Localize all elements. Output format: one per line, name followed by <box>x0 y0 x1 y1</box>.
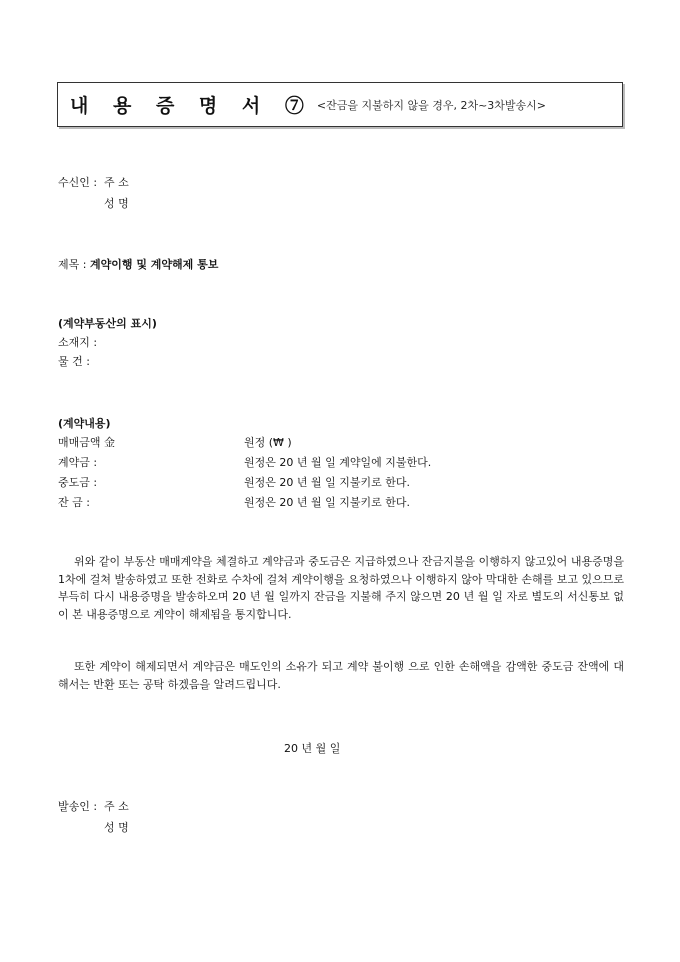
body-paragraph-2: 또한 계약이 해제되면서 계약금은 매도인의 소유가 되고 계약 불이행 으로 인한 손해액을 감액한 중도금 잔액에 대해서는 반환 또는 공탁 하겠음을 알려드립니다. <box>58 660 624 691</box>
property-location-label: 소재지 : <box>58 336 98 349</box>
sender-name-label: 성 명 <box>104 821 129 834</box>
contract-row-text: 원정은 20 년 월 일 지불키로 한다. <box>244 496 410 509</box>
subject-label: 제목 : <box>58 258 87 271</box>
contract-heading: (계약내용) <box>58 417 111 430</box>
title-box <box>57 82 623 127</box>
recipient-label: 수신인 : <box>58 176 98 189</box>
sender-address-label: 주 소 <box>104 800 129 813</box>
property-object-label: 물 건 : <box>58 355 90 368</box>
contract-row-label: 매매금액 金 <box>58 436 116 449</box>
contract-row-text: 원정은 20 년 월 일 계약일에 지불한다. <box>244 456 432 469</box>
subject-text: 계약이행 및 계약해제 통보 <box>90 258 219 271</box>
property-heading: (계약부동산의 표시) <box>58 317 157 330</box>
contract-row-label: 잔 금 : <box>58 496 90 509</box>
body-paragraph-1: 위와 같이 부동산 매매계약을 체결하고 계약금과 중도금은 지급하였으나 잔금지불을 이행하지 않고있어 내용증명을 1차에 걸쳐 발송하였고 또한 전화로 수차에 걸쳐 계약이행을 요청하였으나 이행하지 않아 막대한 손해를 보고 있으므로 부득히 다시 내용증명을 발송하오며 20 년 월 일까지 잔금을 지불해 주지 않으면 20 년 월 일 자로 별도의 서신통보 없이 본 내용증명으로 계약이 해제됨을 통지합니다. <box>58 555 624 621</box>
contract-row-label: 중도금 : <box>58 476 98 489</box>
document-title: 내 용 증 명 서 ⑦ <box>70 95 313 117</box>
document-subtitle: <잔금을 지불하지 않을 경우, 2차~3차발송시> <box>316 98 547 112</box>
recipient-name-label: 성 명 <box>104 197 129 210</box>
contract-row-text: 원정 (₩ ) <box>244 436 292 449</box>
contract-row-text: 원정은 20 년 월 일 지불키로 한다. <box>244 476 410 489</box>
document-date: 20 년 월 일 <box>284 742 341 755</box>
sender-label: 발송인 : <box>58 800 98 813</box>
recipient-address-label: 주 소 <box>104 176 129 189</box>
contract-row-label: 계약금 : <box>58 456 98 469</box>
